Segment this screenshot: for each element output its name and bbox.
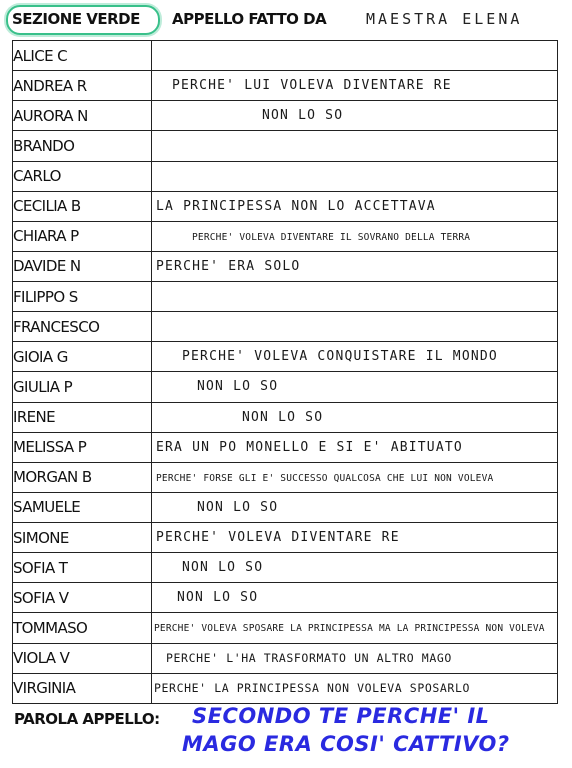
answer-text: PERCHE' VOLEVA SPOSARE LA PRINCIPESSA MA LA PRINCIPESSA NON VOLEVA xyxy=(154,623,545,635)
student-name: CARLO xyxy=(13,161,152,191)
student-name: SIMONE xyxy=(13,523,152,553)
student-name: GIOIA G xyxy=(13,342,152,372)
answer-text: PERCHE' LA PRINCIPESSA NON VOLEVA SPOSARLO xyxy=(154,680,470,695)
answer-text: LA PRINCIPESSA NON LO ACCETTAVA xyxy=(156,198,436,214)
student-name: FILIPPO S xyxy=(13,282,152,312)
student-answer xyxy=(152,251,558,281)
student-name: ANDREA R xyxy=(13,71,152,101)
student-name: BRANDO xyxy=(13,131,152,161)
answer-text: ERA UN PO MONELLO E SI E' ABITUATO xyxy=(156,439,463,455)
table-row xyxy=(13,161,558,191)
table-row xyxy=(13,131,558,161)
student-answer xyxy=(152,282,558,312)
student-answer xyxy=(152,372,558,402)
student-answer xyxy=(152,643,558,673)
student-name: SAMUELE xyxy=(13,492,152,522)
student-name: MORGAN B xyxy=(13,462,152,492)
table-row xyxy=(13,462,558,492)
answer-text: NON LO SO xyxy=(197,499,279,515)
footer-label: PAROLA APPELLO: xyxy=(14,710,160,728)
called-by-value: MAESTRA ELENA xyxy=(366,10,523,28)
roll-call-body xyxy=(13,41,558,704)
header xyxy=(0,0,572,40)
answer-text: NON LO SO xyxy=(262,108,344,124)
student-answer xyxy=(152,553,558,583)
student-name: TOMMASO xyxy=(13,613,152,643)
student-answer xyxy=(152,191,558,221)
table-row xyxy=(13,492,558,522)
student-answer xyxy=(152,523,558,553)
student-answer xyxy=(152,342,558,372)
table-row xyxy=(13,251,558,281)
student-answer xyxy=(152,402,558,432)
student-name: MELISSA P xyxy=(13,432,152,462)
table-row xyxy=(13,191,558,221)
question-line-2: MAGO ERA COSI' CATTIVO? xyxy=(182,732,510,756)
student-name: CECILIA B xyxy=(13,191,152,221)
student-answer xyxy=(152,432,558,462)
answer-text: NON LO SO xyxy=(182,560,264,576)
answer-text: NON LO SO xyxy=(197,379,279,395)
answer-text: PERCHE' LUI VOLEVA DIVENTARE RE xyxy=(172,78,452,94)
table-row xyxy=(13,523,558,553)
student-answer xyxy=(152,583,558,613)
table-row xyxy=(13,372,558,402)
student-answer xyxy=(152,673,558,703)
answer-text: PERCHE' VOLEVA DIVENTARE RE xyxy=(156,530,400,546)
table-row xyxy=(13,312,558,342)
table-row xyxy=(13,402,558,432)
student-name: SOFIA T xyxy=(13,553,152,583)
student-answer xyxy=(152,41,558,71)
table-row xyxy=(13,432,558,462)
student-answer xyxy=(152,462,558,492)
student-answer xyxy=(152,221,558,251)
student-answer xyxy=(152,161,558,191)
table-row xyxy=(13,71,558,101)
table-row xyxy=(13,41,558,71)
table-row xyxy=(13,282,558,312)
student-answer xyxy=(152,312,558,342)
table-row xyxy=(13,613,558,643)
table-row xyxy=(13,101,558,131)
answer-text: PERCHE' ERA SOLO xyxy=(156,258,301,274)
answer-text: PERCHE' FORSE GLI E' SUCCESSO QUALCOSA CHE LUI NON VOLEVA xyxy=(156,472,494,484)
student-name: GIULIA P xyxy=(13,372,152,402)
student-name: VIRGINIA xyxy=(13,673,152,703)
question-line-1: SECONDO TE PERCHE' IL xyxy=(192,704,490,728)
student-answer xyxy=(152,613,558,643)
table-row xyxy=(13,553,558,583)
student-answer xyxy=(152,71,558,101)
answer-text: PERCHE' VOLEVA DIVENTARE IL SOVRANO DELLA TERRA xyxy=(192,231,471,243)
student-name: DAVIDE N xyxy=(13,251,152,281)
student-name: SOFIA V xyxy=(13,583,152,613)
table-row xyxy=(13,221,558,251)
student-name: VIOLA V xyxy=(13,643,152,673)
roll-call-table xyxy=(12,40,558,704)
answer-text: NON LO SO xyxy=(242,409,324,425)
student-name: IRENE xyxy=(13,402,152,432)
answer-text: NON LO SO xyxy=(177,590,259,606)
answer-text: PERCHE' VOLEVA CONQUISTARE IL MONDO xyxy=(182,349,498,365)
section-label: SEZIONE VERDE xyxy=(12,10,140,28)
called-by-label: APPELLO FATTO DA xyxy=(172,10,327,28)
student-answer xyxy=(152,131,558,161)
student-name: AURORA N xyxy=(13,101,152,131)
table-row xyxy=(13,342,558,372)
student-answer xyxy=(152,492,558,522)
table-row xyxy=(13,583,558,613)
student-name: FRANCESCO xyxy=(13,312,152,342)
table-row xyxy=(13,673,558,703)
table-row xyxy=(13,643,558,673)
student-name: ALICE C xyxy=(13,41,152,71)
answer-text: PERCHE' L'HA TRASFORMATO UN ALTRO MAGO xyxy=(166,650,452,665)
student-answer xyxy=(152,101,558,131)
student-name: CHIARA P xyxy=(13,221,152,251)
